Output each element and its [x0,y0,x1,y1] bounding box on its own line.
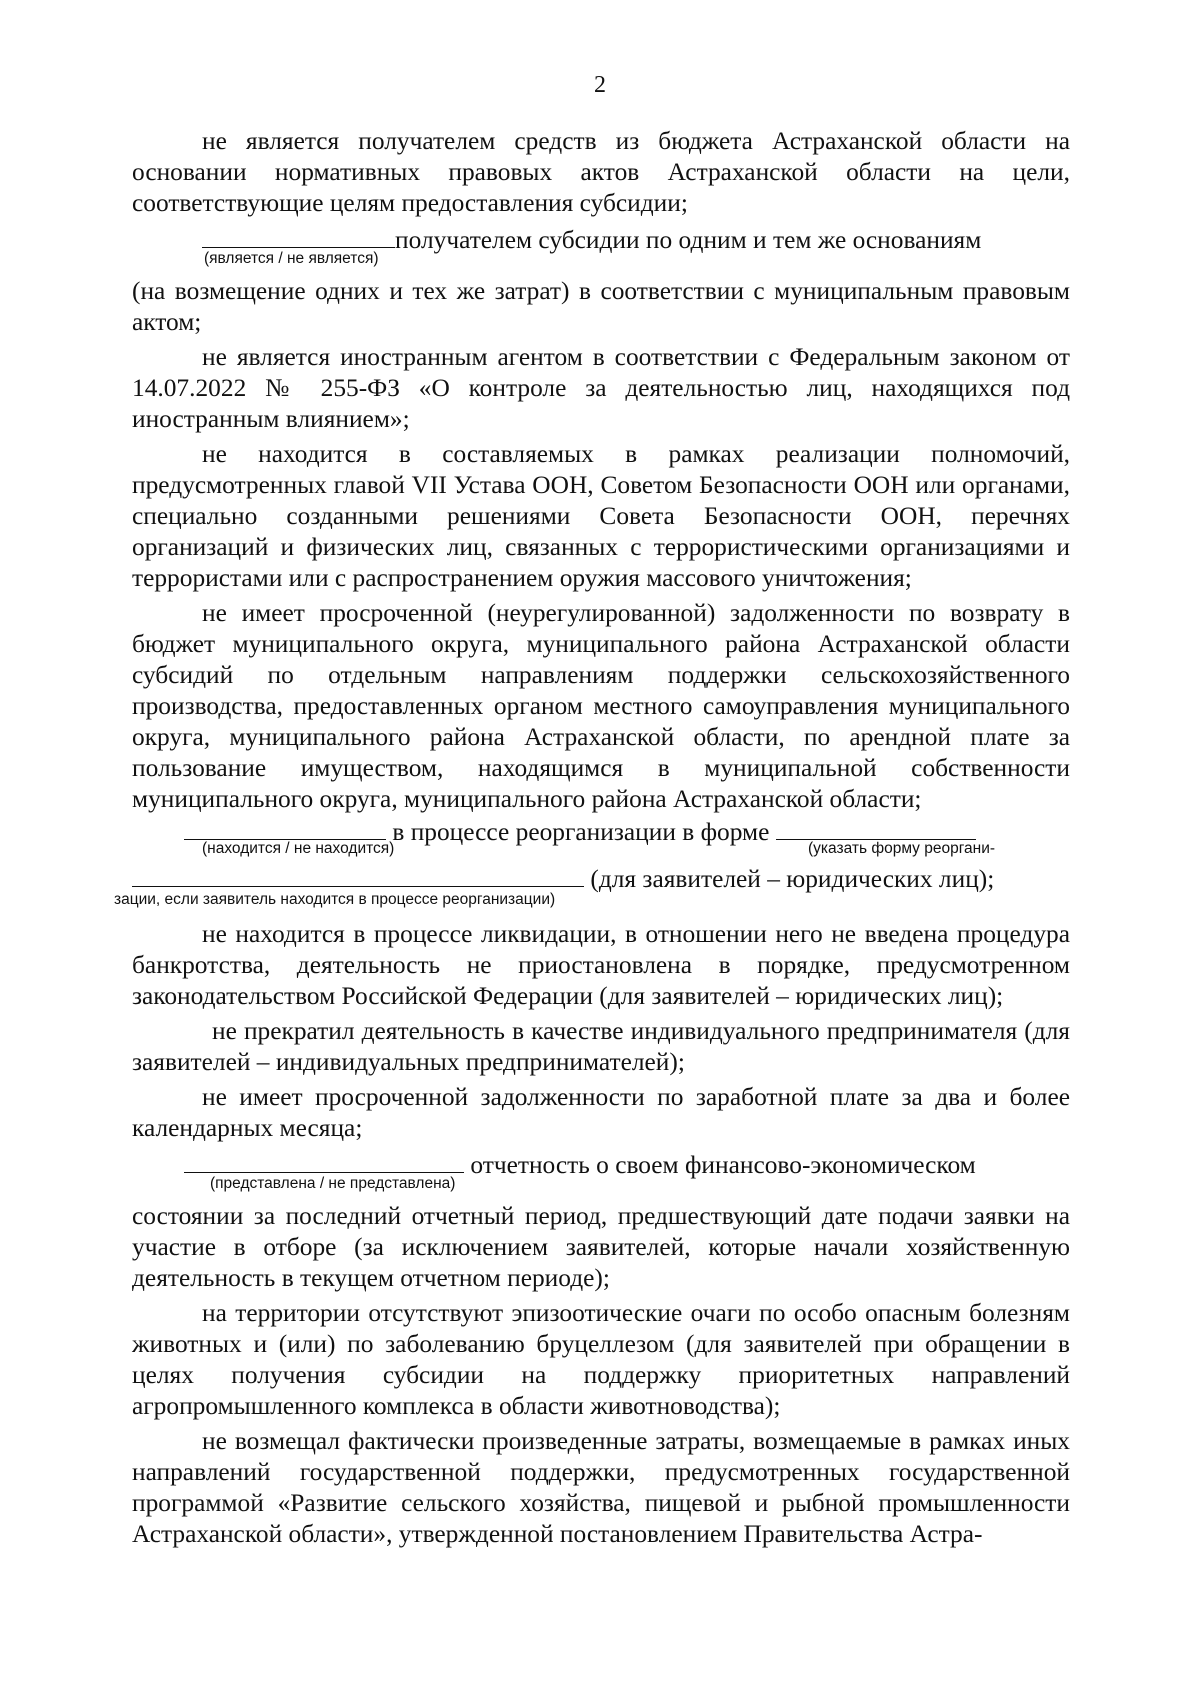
caption-specify-form: (указать форму реоргани- [808,840,996,857]
paragraph-overdue-debt: не имеет просроченной (неурегулированной) задолженности по возврату в бюджет муниципального округа, муниципального района Астраханской области субсидий по отдельным направлениям поддержки сельскохозяйственного производства, предоставленных органом местного самоуправления муниципального округа, муниципального района Астраханской области, по арендной плате за пользование имуществом, находящимся в муниципальной собственности муниципального округа, муниципального района Астраханской области; [132,599,1070,813]
paragraph-not-reimbursed: не возмещал фактически произведенные затраты, возмещаемые в рамках иных направлений государственной поддержки, предусмотренных государственной программой «Развитие сельского хозяйства, пищевой и рыбной промышленности Астраханской области», утвержденной постановлением Правительства Астра- [132,1427,1070,1548]
reporting-text: отчетность о своем финансово-экономическом [470,1151,976,1179]
blank-field-reporting-status[interactable] [184,1148,464,1173]
caption-reorganization-cont: зации, если заявитель находится в процессе реорганизации) [114,891,556,908]
reorganization-text: в процессе реорганизации в форме [392,818,770,846]
caption-submitted-not-submitted: (представлена / не представлена) [210,1175,456,1192]
paragraph-epizootic: на территории отсутствуют эпизоотические очаги по особо опасным болезням животных и (или) по заболеванию бруцеллезом (для заявителей при обращении в целях получения субсидии на поддержку приоритетных направлений агропромышленного комплекса в области животноводства); [132,1299,1070,1420]
blank-field-reorganization-form-cont[interactable] [132,862,584,887]
paragraph-entrepreneur: не прекратил деятельность в качестве индивидуального предпринимателя (для заявителей – индивидуальных предпринимателей); [132,1017,1070,1076]
paragraph-liquidation: не находится в процессе ликвидации, в отношении него не введена процедура банкротства, деятельность не приостановлена в порядке, предусмотренном законодательством Российской Федерации (для заявителей – юридических лиц); [132,920,1070,1010]
blank-field-is-recipient[interactable] [202,223,395,248]
paragraph-salary-debt: не имеет просроченной задолженности по заработной плате за два и более календарных месяца; [132,1083,1070,1142]
paragraph-same-costs: (на возмещение одних и тех же затрат) в соответствии с муниципальным правовым актом; [132,277,1070,336]
caption-located-not-located: (находится / не находится) [202,840,395,857]
caption-is-not-is: (является / не является) [204,250,379,267]
paragraph-un-sanctions: не находится в составляемых в рамках реализации полномочий, предусмотренных главой VII Устава ООН, Советом Безопасности ООН или органами, специально созданными решениями Совета Безопасности ООН, перечнях организаций и физических лиц, связанных с террористическими организациями и террористами или с распространением оружия массового уничтожения; [132,440,1070,592]
legal-entities-text: (для заявителей – юридических лиц); [590,865,995,893]
fill-row-reorganization-cont [132,862,1070,893]
blank-field-reorganization-form[interactable] [776,815,976,840]
subsidy-recipient-text: получателем субсидии по одним и тем же основаниям [395,226,982,254]
blank-field-reorganization-status[interactable] [184,815,386,840]
paragraph-foreign-agent: не является иностранным агентом в соответствии с Федеральным законом от 14.07.2022 № 255-ФЗ «О контроле за деятельностью лиц, находящихся под иностранным влиянием»; [132,343,1070,433]
paragraph-financial-state: состоянии за последний отчетный период, предшествующий дате подачи заявки на участие в отборе (за исключением заявителей, которые начали хозяйственную деятельность в текущем отчетном периоде); [132,1202,1070,1292]
paragraph-budget-recipient: не является получателем средств из бюджета Астраханской области на основании нормативных правовых актов Астраханской области на цели, соответствующие целям предоставления субсидии; [132,127,1070,217]
document-body [114,126,1070,1550]
page-number: 2 [594,72,606,98]
